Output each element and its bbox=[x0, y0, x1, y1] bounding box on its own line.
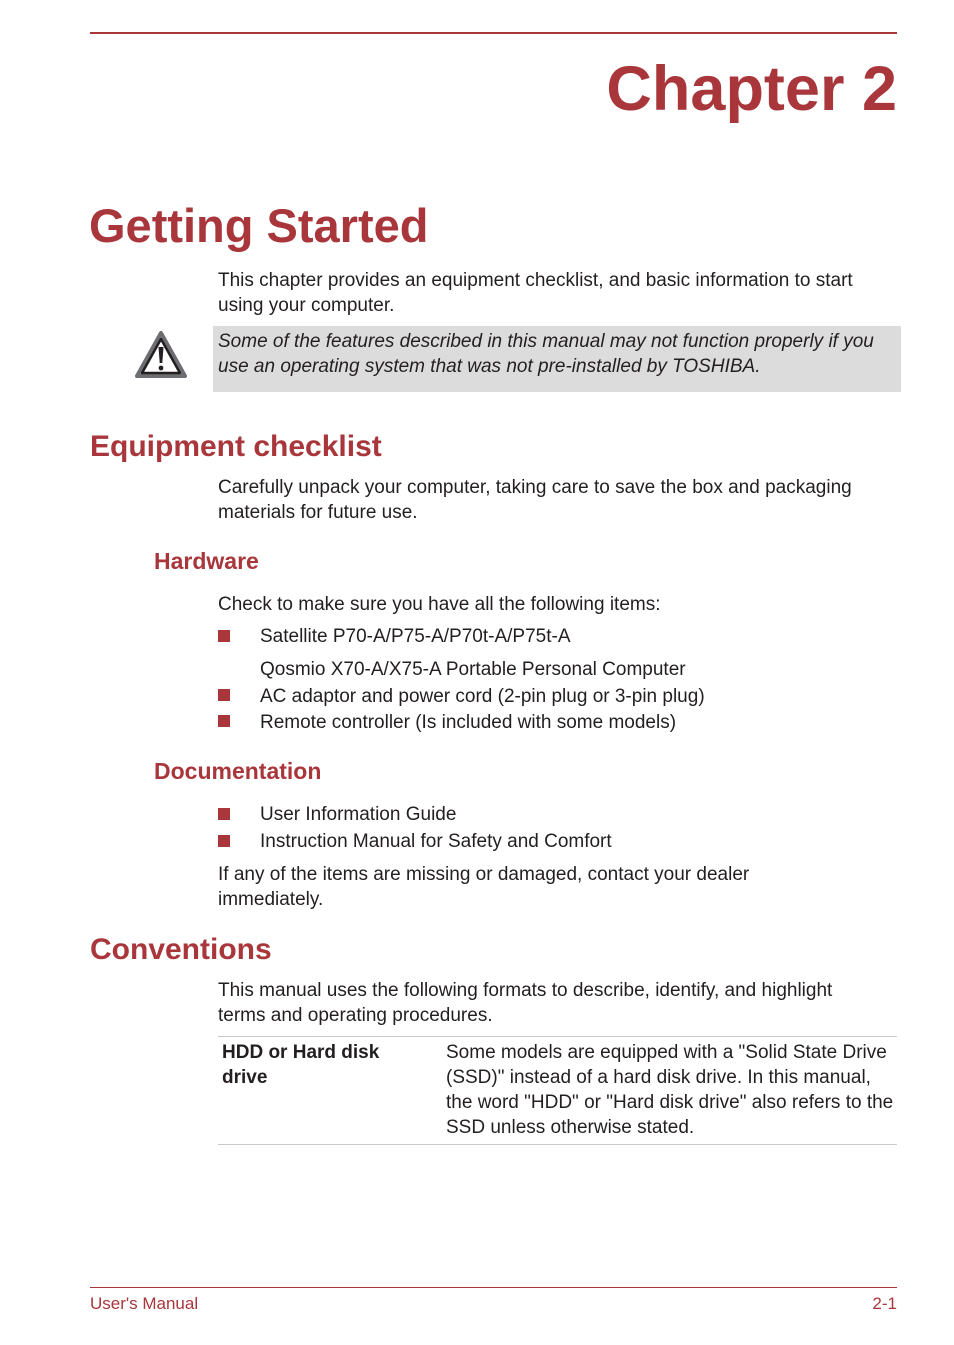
table-bottom-rule bbox=[218, 1144, 897, 1145]
conventions-heading: Conventions bbox=[90, 933, 272, 966]
chapter-number: Chapter 2 bbox=[606, 54, 897, 124]
equipment-text: Carefully unpack your computer, taking care to save the box and packaging materials for future use. bbox=[218, 477, 852, 523]
documentation-text: If any of the items are missing or damaged, contact your dealer immediately. bbox=[218, 864, 750, 910]
table-top-rule bbox=[218, 1036, 897, 1037]
footer-rule bbox=[90, 1287, 897, 1288]
list-item: Qosmio X70-A/X75-A Portable Personal Computer bbox=[260, 659, 686, 680]
bullet-marker bbox=[218, 835, 230, 847]
bullet-marker bbox=[218, 630, 230, 642]
bullet-marker bbox=[218, 715, 230, 727]
bullet-marker bbox=[218, 808, 230, 820]
list-item: Satellite P70-A/P75-A/P70t-A/P75t-A bbox=[260, 626, 571, 647]
intro-text: This chapter provides an equipment checklist, and basic information to start using your computer. bbox=[218, 270, 853, 316]
list-item: Remote controller (Is included with some models) bbox=[260, 712, 677, 733]
hardware-heading: Hardware bbox=[154, 548, 259, 574]
documentation-heading: Documentation bbox=[154, 758, 322, 784]
note-text: Some of the features described in this manual may not function properly if you use an operating system that was not pre-installed by TOSHIBA. bbox=[218, 331, 874, 377]
hardware-text: Check to make sure you have all the following items: bbox=[218, 594, 661, 615]
page-title: Getting Started bbox=[89, 199, 429, 252]
list-item: AC adaptor and power cord (2-pin plug or 3-pin plug) bbox=[260, 686, 705, 707]
list-item: Instruction Manual for Safety and Comfort bbox=[260, 831, 612, 852]
footer-left: User's Manual bbox=[90, 1294, 199, 1313]
warning-triangle-icon bbox=[135, 330, 187, 380]
convention-definition: Some models are equipped with a "Solid State Drive (SSD)" instead of a hard disk drive. In this manual, the word "HDD" or "Hard disk drive" also refers to the SSD unless otherwise stated. bbox=[446, 1042, 894, 1138]
bullet-marker bbox=[218, 689, 230, 701]
conventions-text: This manual uses the following formats to describe, identify, and highlight terms and operating procedures. bbox=[218, 980, 833, 1026]
convention-term: HDD or Hard disk drive bbox=[222, 1042, 380, 1088]
list-item: User Information Guide bbox=[260, 804, 457, 825]
equipment-heading: Equipment checklist bbox=[90, 430, 382, 463]
page-number: 2-1 bbox=[872, 1294, 897, 1313]
top-rule bbox=[90, 32, 897, 34]
